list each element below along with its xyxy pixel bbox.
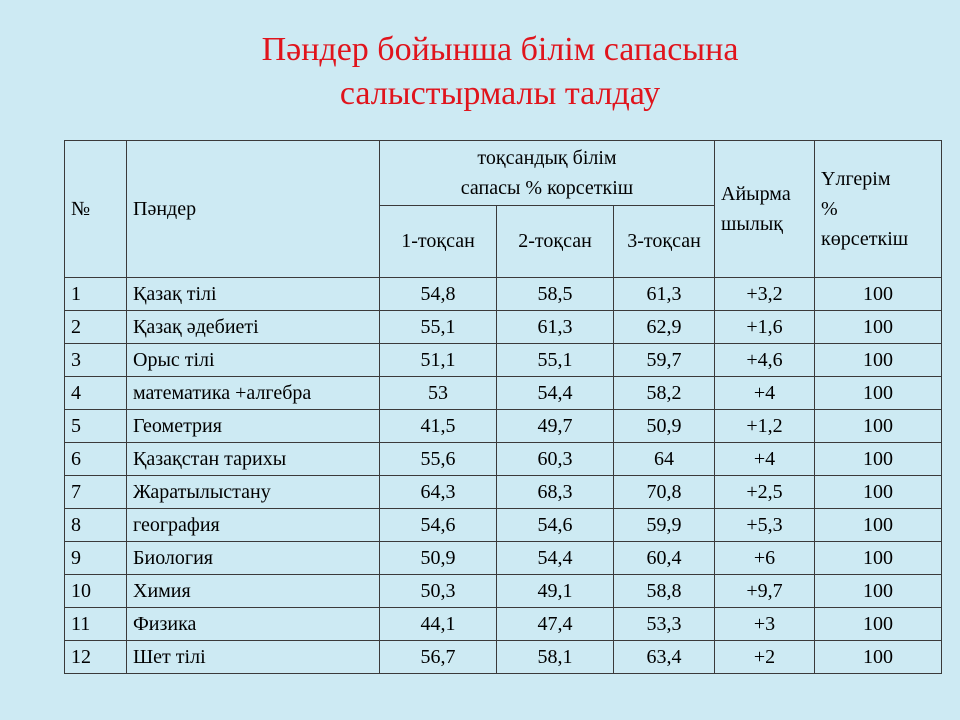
cell-progress: 100 bbox=[815, 377, 942, 410]
cell-subject: Орыс тілі bbox=[127, 344, 380, 377]
cell-quarter-3: 62,9 bbox=[614, 311, 715, 344]
cell-quarter-2: 60,3 bbox=[497, 443, 614, 476]
cell-no: 7 bbox=[65, 476, 127, 509]
cell-quarter-1: 41,5 bbox=[380, 410, 497, 443]
header-difference-line-2: шылық bbox=[721, 213, 783, 235]
cell-quarter-1: 53 bbox=[380, 377, 497, 410]
cell-quarter-1: 50,3 bbox=[380, 575, 497, 608]
cell-quarter-3: 58,8 bbox=[614, 575, 715, 608]
table-row bbox=[65, 476, 942, 509]
cell-quarter-3: 60,4 bbox=[614, 542, 715, 575]
cell-progress: 100 bbox=[815, 344, 942, 377]
cell-quarter-2: 58,1 bbox=[497, 641, 614, 674]
cell-quarter-2: 49,7 bbox=[497, 410, 614, 443]
cell-subject: Химия bbox=[127, 575, 380, 608]
cell-quarter-3: 50,9 bbox=[614, 410, 715, 443]
table-row bbox=[65, 641, 942, 674]
cell-no: 1 bbox=[65, 278, 127, 311]
cell-progress: 100 bbox=[815, 443, 942, 476]
cell-quarter-3: 61,3 bbox=[614, 278, 715, 311]
header-progress-line-2: % bbox=[821, 198, 838, 220]
cell-progress: 100 bbox=[815, 311, 942, 344]
cell-no: 12 bbox=[65, 641, 127, 674]
header-progress bbox=[815, 141, 942, 278]
cell-no: 6 bbox=[65, 443, 127, 476]
header-difference bbox=[715, 141, 815, 278]
cell-quarter-2: 58,5 bbox=[497, 278, 614, 311]
cell-quarter-1: 50,9 bbox=[380, 542, 497, 575]
title-line-2: салыстырмалы талдау bbox=[339, 75, 661, 112]
cell-quarter-1: 64,3 bbox=[380, 476, 497, 509]
cell-difference: +2 bbox=[715, 641, 815, 674]
cell-difference: +6 bbox=[715, 542, 815, 575]
cell-quarter-1: 55,1 bbox=[380, 311, 497, 344]
cell-difference: +9,7 bbox=[715, 575, 815, 608]
cell-quarter-3: 59,7 bbox=[614, 344, 715, 377]
cell-quarter-1: 54,8 bbox=[380, 278, 497, 311]
table-row bbox=[65, 443, 942, 476]
header-progress-line-1: Үлгерім bbox=[821, 168, 891, 190]
cell-quarter-3: 58,2 bbox=[614, 377, 715, 410]
table-row bbox=[65, 542, 942, 575]
slide-title bbox=[140, 28, 860, 116]
cell-no: 11 bbox=[65, 608, 127, 641]
cell-difference: +4,6 bbox=[715, 344, 815, 377]
cell-subject: Шет тілі bbox=[127, 641, 380, 674]
cell-quarter-3: 59,9 bbox=[614, 509, 715, 542]
cell-subject: Қазақ тілі bbox=[127, 278, 380, 311]
cell-progress: 100 bbox=[815, 278, 942, 311]
cell-quarter-2: 54,4 bbox=[497, 377, 614, 410]
header-difference-line-1: Айырма bbox=[721, 183, 791, 205]
cell-quarter-1: 44,1 bbox=[380, 608, 497, 641]
header-quarter-1: 1-тоқсан bbox=[380, 206, 497, 278]
cell-subject: география bbox=[127, 509, 380, 542]
cell-quarter-2: 55,1 bbox=[497, 344, 614, 377]
cell-subject: Қазақ әдебиеті bbox=[127, 311, 380, 344]
table-row bbox=[65, 278, 942, 311]
cell-quarter-2: 54,4 bbox=[497, 542, 614, 575]
cell-progress: 100 bbox=[815, 575, 942, 608]
cell-quarter-3: 63,4 bbox=[614, 641, 715, 674]
cell-quarter-1: 55,6 bbox=[380, 443, 497, 476]
cell-quarter-2: 49,1 bbox=[497, 575, 614, 608]
header-quarter-2: 2-тоқсан bbox=[497, 206, 614, 278]
table-row bbox=[65, 410, 942, 443]
header-subject: Пәндер bbox=[127, 141, 380, 278]
table-row bbox=[65, 608, 942, 641]
cell-quarter-3: 70,8 bbox=[614, 476, 715, 509]
cell-no: 3 bbox=[65, 344, 127, 377]
cell-no: 9 bbox=[65, 542, 127, 575]
cell-quarter-3: 64 bbox=[614, 443, 715, 476]
cell-subject: Геометрия bbox=[127, 410, 380, 443]
cell-no: 5 bbox=[65, 410, 127, 443]
header-row-1 bbox=[65, 141, 942, 206]
cell-difference: +4 bbox=[715, 443, 815, 476]
cell-quarter-2: 68,3 bbox=[497, 476, 614, 509]
cell-quarter-2: 61,3 bbox=[497, 311, 614, 344]
cell-no: 2 bbox=[65, 311, 127, 344]
header-no: № bbox=[65, 141, 127, 278]
header-quality-line-1: тоқсандық білім bbox=[477, 147, 617, 169]
cell-difference: +3 bbox=[715, 608, 815, 641]
cell-progress: 100 bbox=[815, 410, 942, 443]
cell-difference: +1,2 bbox=[715, 410, 815, 443]
cell-subject: математика +алгебра bbox=[127, 377, 380, 410]
cell-quarter-1: 56,7 bbox=[380, 641, 497, 674]
cell-progress: 100 bbox=[815, 476, 942, 509]
cell-difference: +3,2 bbox=[715, 278, 815, 311]
cell-quarter-1: 51,1 bbox=[380, 344, 497, 377]
table-row bbox=[65, 311, 942, 344]
cell-quarter-1: 54,6 bbox=[380, 509, 497, 542]
cell-no: 8 bbox=[65, 509, 127, 542]
cell-subject: Жаратылыстану bbox=[127, 476, 380, 509]
table-row bbox=[65, 377, 942, 410]
cell-difference: +2,5 bbox=[715, 476, 815, 509]
cell-progress: 100 bbox=[815, 641, 942, 674]
cell-progress: 100 bbox=[815, 509, 942, 542]
cell-difference: +5,3 bbox=[715, 509, 815, 542]
cell-progress: 100 bbox=[815, 608, 942, 641]
cell-quarter-2: 54,6 bbox=[497, 509, 614, 542]
cell-progress: 100 bbox=[815, 542, 942, 575]
cell-no: 10 bbox=[65, 575, 127, 608]
cell-difference: +4 bbox=[715, 377, 815, 410]
cell-subject: Биология bbox=[127, 542, 380, 575]
cell-difference: +1,6 bbox=[715, 311, 815, 344]
table-row bbox=[65, 344, 942, 377]
header-quarter-3: 3-тоқсан bbox=[614, 206, 715, 278]
cell-subject: Қазақстан тарихы bbox=[127, 443, 380, 476]
header-quality bbox=[380, 141, 715, 206]
cell-subject: Физика bbox=[127, 608, 380, 641]
cell-quarter-2: 47,4 bbox=[497, 608, 614, 641]
quality-table bbox=[64, 140, 942, 674]
cell-no: 4 bbox=[65, 377, 127, 410]
table-row bbox=[65, 509, 942, 542]
cell-quarter-3: 53,3 bbox=[614, 608, 715, 641]
title-line-1: Пәндер бойынша білім сапасына bbox=[261, 31, 739, 68]
header-quality-line-2: сапасы % корсеткіш bbox=[460, 177, 634, 199]
header-progress-line-3: көрсеткіш bbox=[821, 228, 909, 250]
table-row bbox=[65, 575, 942, 608]
